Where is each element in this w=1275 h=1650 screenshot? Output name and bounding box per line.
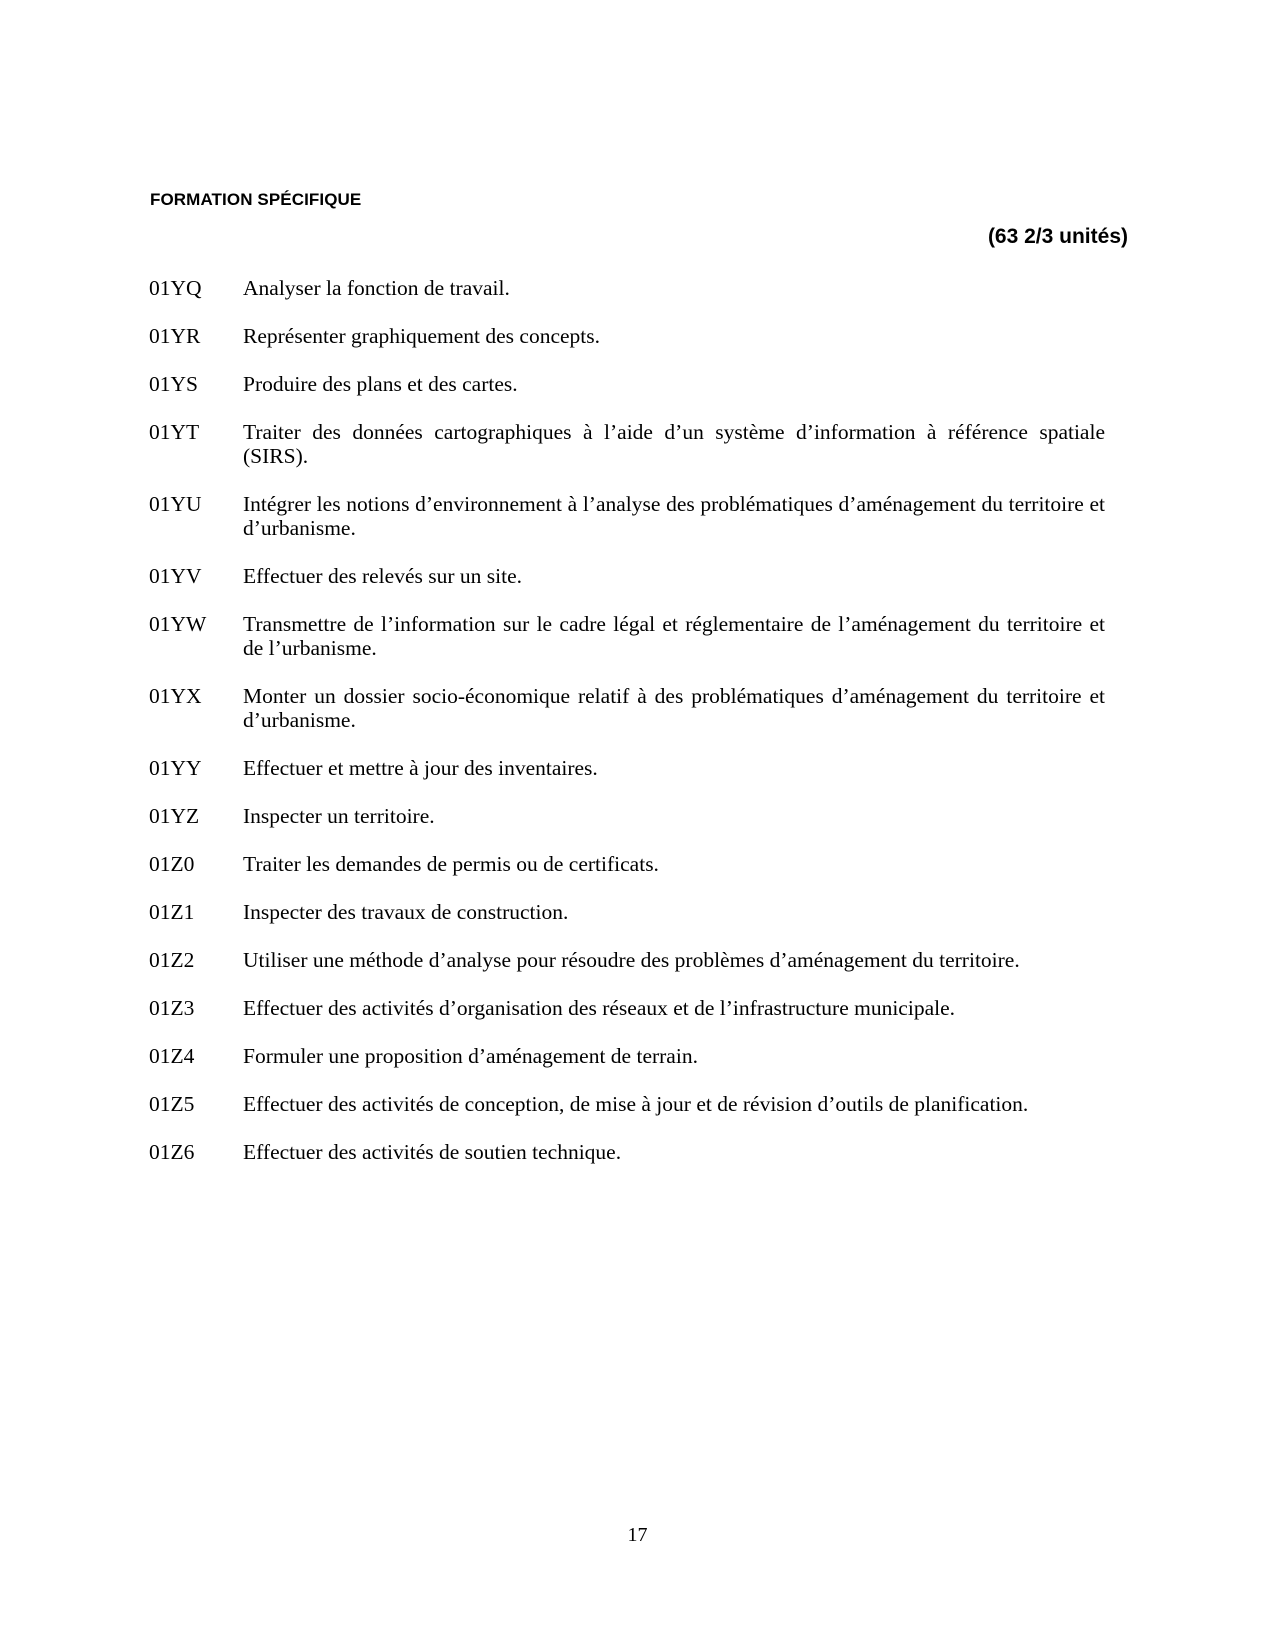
- competency-code: 01Z0: [149, 852, 195, 876]
- competency-code: 01YT: [149, 420, 200, 444]
- competency-text: Effectuer des activités d’organisation des réseaux et de l’infrastructure municipale.: [243, 996, 956, 1020]
- competency-code: 01Z3: [149, 996, 195, 1020]
- competency-code: 01YR: [149, 324, 201, 348]
- competency-code: 01YW: [149, 612, 207, 636]
- competency-text: Effectuer des activités de conception, de mise à jour et de révision d’outils de planification.: [243, 1092, 1029, 1116]
- competency-text: Utiliser une méthode d’analyse pour résoudre des problèmes d’aménagement du territoire.: [243, 948, 1020, 972]
- competency-code: 01YX: [149, 684, 202, 708]
- competency-code: 01Z2: [149, 948, 195, 972]
- competency-item: [149, 420, 1105, 468]
- competency-item: [149, 900, 1105, 924]
- competency-item: [149, 804, 1105, 828]
- competency-item: [149, 324, 1105, 348]
- competency-text: Produire des plans et des cartes.: [243, 372, 518, 396]
- competency-item: [149, 276, 1105, 300]
- competency-text: Effectuer des activités de soutien technique.: [243, 1140, 622, 1164]
- competency-item: [149, 1092, 1105, 1116]
- competency-code: 01YZ: [149, 804, 200, 828]
- competency-text: Représenter graphiquement des concepts.: [243, 324, 601, 348]
- competency-item: [149, 612, 1105, 660]
- competency-text: Monter un dossier socio-économique relatif à des problématiques d’aménagement du territoire et d’urbanisme.: [243, 684, 1105, 732]
- units-total: (63 2/3 unités): [987, 225, 1128, 248]
- competency-item: [149, 1044, 1105, 1068]
- competency-text: Inspecter des travaux de construction.: [243, 900, 569, 924]
- competency-item: [149, 684, 1105, 732]
- competency-code: 01YU: [149, 492, 202, 516]
- competency-text: Traiter les demandes de permis ou de certificats.: [243, 852, 659, 876]
- competency-text: Traiter des données cartographiques à l’aide d’un système d’information à référence spatiale (SIRS).: [243, 420, 1105, 468]
- competency-text: Formuler une proposition d’aménagement de terrain.: [243, 1044, 698, 1068]
- section-title: FORMATION SPÉCIFIQUE: [150, 190, 362, 209]
- competency-text: Effectuer des relevés sur un site.: [243, 564, 522, 588]
- competency-text: Transmettre de l’information sur le cadre légal et réglementaire de l’aménagement du territoire et de l’urbanisme.: [243, 612, 1105, 660]
- competency-code: 01YQ: [149, 276, 202, 300]
- competency-code: 01Z1: [149, 900, 195, 924]
- competency-text: Analyser la fonction de travail.: [243, 276, 510, 300]
- competency-item: [149, 492, 1105, 540]
- competency-text: Inspecter un territoire.: [243, 804, 435, 828]
- competency-code: 01Z4: [149, 1044, 195, 1068]
- competency-item: [149, 948, 1105, 972]
- competency-item: [149, 996, 1105, 1020]
- competency-code: 01YV: [149, 564, 202, 588]
- competency-item: [149, 756, 1105, 780]
- competency-item: [149, 372, 1105, 396]
- competency-item: [149, 1140, 1105, 1164]
- competency-code: 01Z6: [149, 1140, 195, 1164]
- page-number: 17: [627, 1524, 648, 1546]
- competency-item: [149, 564, 1105, 588]
- competency-list: [149, 276, 1105, 1188]
- competency-code: 01YY: [149, 756, 202, 780]
- competency-code: 01Z5: [149, 1092, 195, 1116]
- competency-code: 01YS: [149, 372, 198, 396]
- competency-item: [149, 852, 1105, 876]
- competency-text: Intégrer les notions d’environnement à l’analyse des problématiques d’aménagement du territoire et d’urbanisme.: [243, 492, 1105, 540]
- competency-text: Effectuer et mettre à jour des inventaires.: [243, 756, 598, 780]
